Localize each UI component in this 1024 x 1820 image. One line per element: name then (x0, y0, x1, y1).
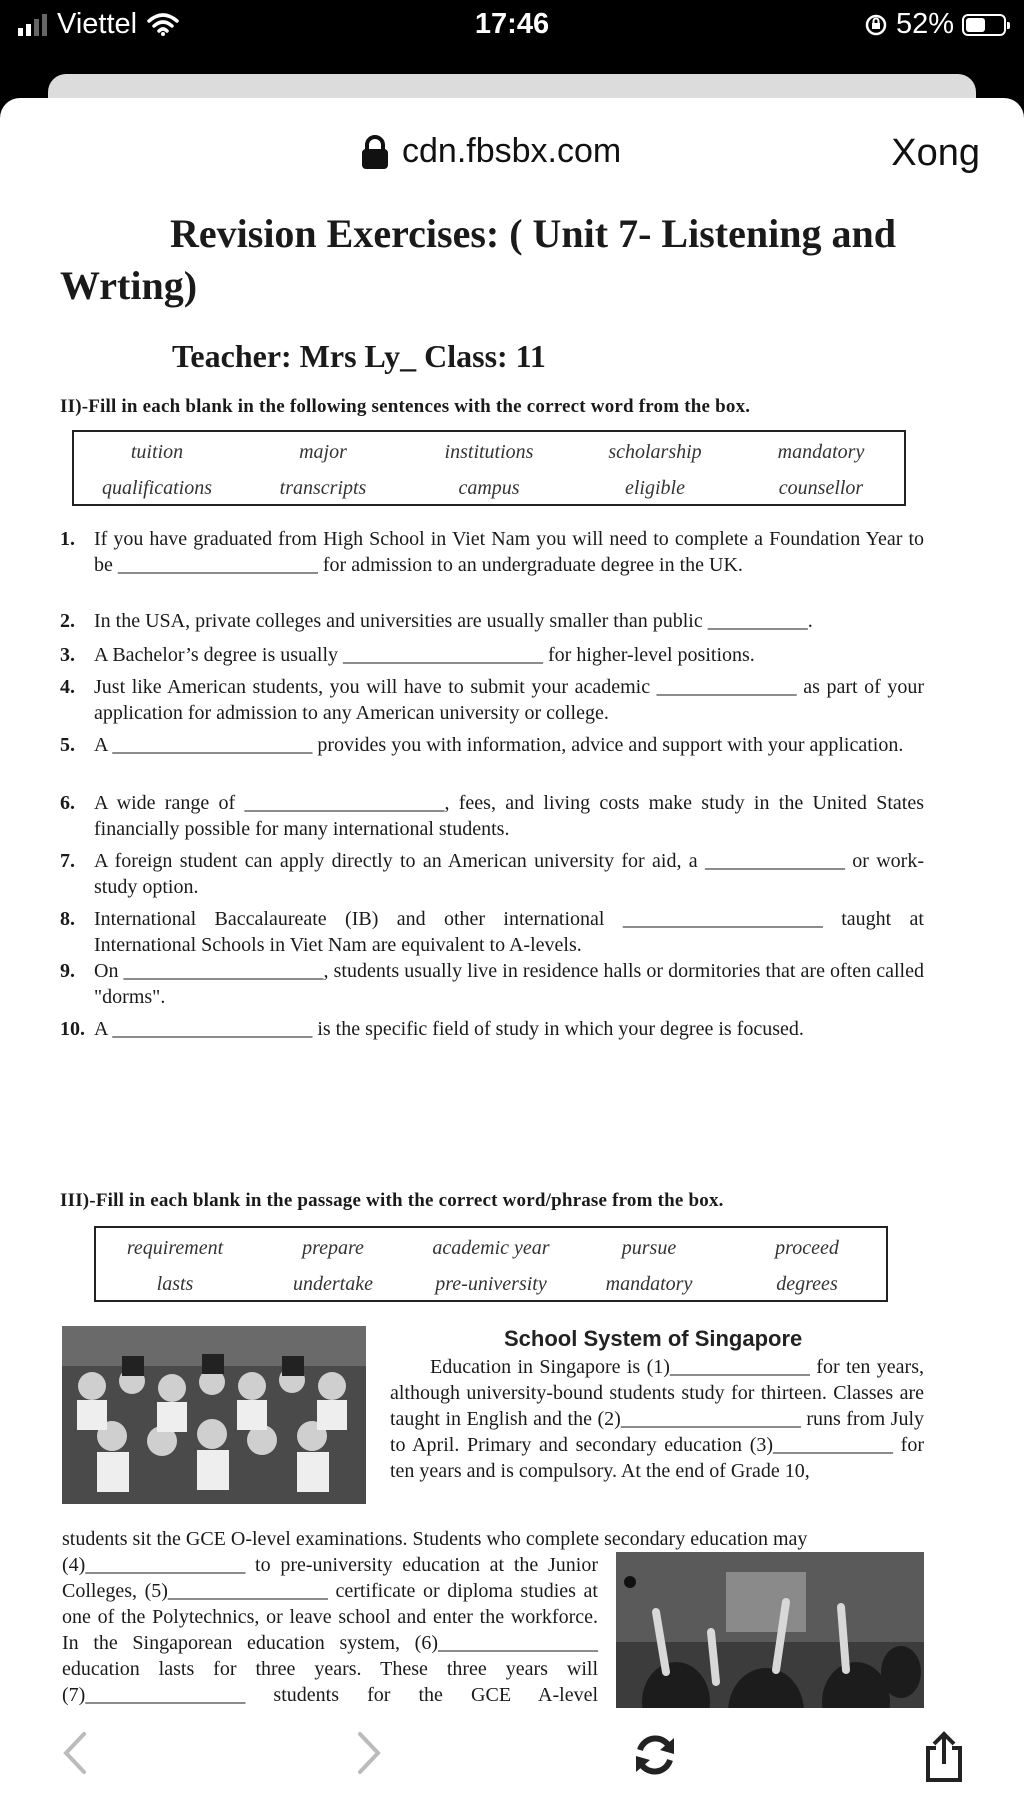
word-box-item: transcripts (279, 477, 367, 499)
word-box-item: pursue (621, 1237, 677, 1259)
battery-percent: 52% (895, 8, 954, 40)
word-box-item: counsellor (778, 477, 864, 499)
question-text: A Bachelor’s degree is usually ____________________ for higher-level positions. (94, 644, 755, 666)
question-text: Just like American students, you will have to submit your academic ______________ as part of your application for admission to any American university or college. (94, 676, 924, 724)
word-box-item: scholarship (608, 441, 702, 463)
refresh-button[interactable] (630, 1730, 680, 1785)
clock: 17:46 (474, 8, 550, 40)
word-box-item: academic year (432, 1237, 550, 1259)
question-text: In the USA, private colleges and universities are usually smaller than public __________. (94, 610, 813, 632)
chevron-left-icon (60, 1730, 90, 1776)
word-box-item: campus (458, 477, 520, 499)
word-box-item: prepare (302, 1237, 364, 1259)
bottom-toolbar (0, 1708, 1024, 1820)
doc-title: Revision Exercises: ( Unit 7- Listening and Wrting) (60, 211, 896, 308)
question-text: A ____________________ provides you with information, advice and support with your application. (94, 734, 904, 756)
carrier-label: Viettel (57, 8, 138, 40)
question-number: 6. (60, 792, 75, 814)
question-number: 4. (60, 676, 75, 698)
lock-icon (360, 134, 390, 170)
question-number: 9. (60, 960, 75, 982)
question-text: A ____________________ is the specific field of study in which your degree is focused. (94, 1018, 804, 1040)
word-box-item: mandatory (605, 1273, 693, 1295)
status-bar (0, 0, 1024, 56)
done-button[interactable]: Xong (891, 132, 980, 174)
passage-title: School System of Singapore (504, 1326, 803, 1351)
word-box-item: degrees (776, 1273, 838, 1295)
question-number: 3. (60, 644, 75, 666)
question-text: International Baccalaureate (IB) and other international ____________________ taught at International Schools in Viet Nam are equivalent to A-levels. (94, 908, 924, 956)
section2-heading: II)-Fill in each blank in the following sentences with the correct word from the box. (60, 396, 751, 417)
teacher-line: Teacher: Mrs Ly_ Class: 11 (172, 338, 546, 374)
word-box-item: requirement (126, 1237, 224, 1259)
question-text: If you have graduated from High School in Viet Nam you will need to complete a Foundation Year to be ____________________ for admission to an undergraduate degree in the UK. (94, 528, 924, 576)
question-number: 10. (60, 1018, 85, 1040)
word-box-1 (72, 430, 906, 506)
classroom-photo-1 (62, 1326, 366, 1504)
section3-heading: III)-Fill in each blank in the passage with the correct word/phrase from the box. (60, 1190, 724, 1211)
rotation-lock-icon (864, 13, 888, 37)
word-box-item: qualifications (102, 477, 212, 499)
url-bar (0, 98, 1024, 208)
word-box-2 (94, 1226, 888, 1302)
word-box-item: eligible (625, 477, 685, 499)
chevron-right-icon (354, 1730, 384, 1776)
question-number: 5. (60, 734, 75, 756)
question-text: A foreign student can apply directly to an American university for aid, a ______________ or work-study option. (94, 850, 924, 898)
url-text: cdn.fbsbx.com (402, 132, 622, 170)
question-number: 2. (60, 610, 75, 632)
question-number: 7. (60, 850, 75, 872)
share-button[interactable] (922, 1730, 966, 1789)
preview-sheet (0, 98, 1024, 1820)
passage-paragraph-1: Education in Singapore is (1)______________ for ten years, although university-bound students study for thirteen. Classes are taught in English and the (2)__________________ runs from July to April. Primary and secondary education (3)____________ for ten years and is compulsory. At the end of Grade 10, (390, 1356, 924, 1482)
forward-button[interactable] (354, 1730, 384, 1781)
battery-fill (966, 18, 985, 32)
battery-icon (962, 14, 1006, 36)
question-number: 8. (60, 908, 75, 930)
url-display[interactable] (360, 132, 621, 171)
back-button[interactable] (60, 1730, 90, 1781)
refresh-icon (630, 1730, 680, 1780)
word-box-item: undertake (293, 1273, 373, 1295)
question-number: 1. (60, 528, 75, 550)
word-box-item: major (299, 441, 347, 463)
word-box-item: pre-university (435, 1273, 547, 1295)
passage-paragraph-3: (4)________________ to pre-university education at the Junior Colleges, (5)________________ certificate or diploma studies at one of the Polytechnics, or leave school and enter the workforce. In the Singaporean education system, (6)________________ education lasts for three years. These three years will (7)________________ students for the GCE A-level (62, 1554, 598, 1706)
share-icon (922, 1730, 966, 1784)
word-box-item: institutions (444, 441, 534, 463)
word-box-item: tuition (130, 441, 184, 463)
students-holding-books-image (62, 1326, 366, 1504)
word-box-item: lasts (156, 1273, 194, 1295)
status-right (864, 8, 1006, 41)
question-text: A wide range of ____________________, fees, and living costs make study in the United States financially possible for many international students. (94, 792, 924, 840)
passage-paragraph-2: students sit the GCE O-level examinations. Students who complete secondary education may (62, 1528, 808, 1550)
word-box-item: mandatory (777, 441, 865, 463)
question-text: On ____________________, students usually live in residence halls or dormitories that are often called "dorms". (94, 960, 924, 1008)
word-box-item: proceed (775, 1237, 839, 1259)
